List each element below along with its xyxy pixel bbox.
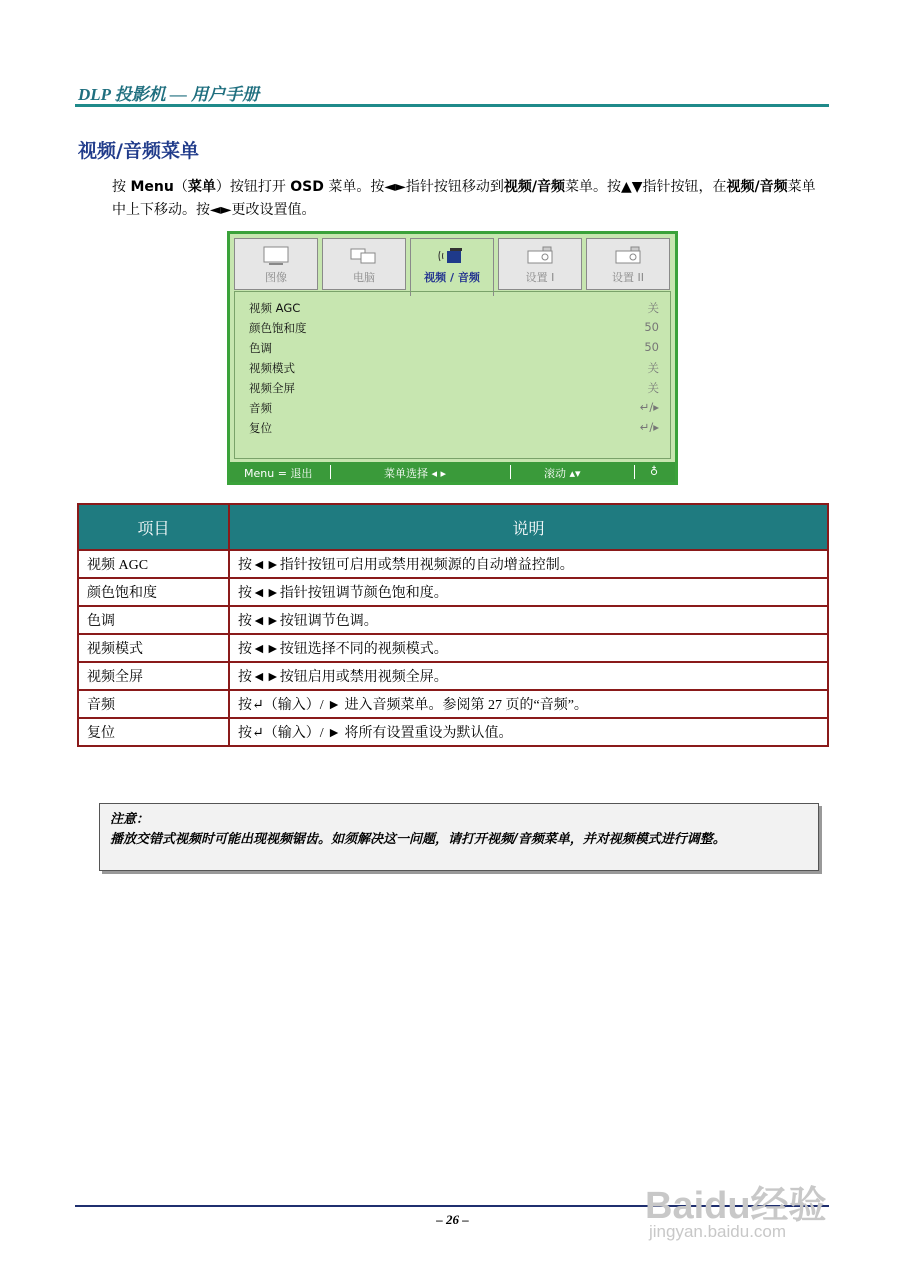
table-row: 复位 按↵（输入）/ ► 将所有设置重设为默认值。 <box>78 718 828 746</box>
baidu-watermark <box>645 1160 865 1260</box>
note-title: 注意： <box>110 812 150 827</box>
column-header-item: 项目 <box>78 504 229 550</box>
osd-row-tint[interactable]: 色调 50 <box>249 340 659 355</box>
osd-select-hint: 菜单选择 ◂ ▸ <box>384 467 447 480</box>
video-audio-icon <box>437 245 467 267</box>
table-row: 视频全屏 按◄►按钮启用或禁用视频全屏。 <box>78 662 828 690</box>
watermark-brand: Baidu经验 <box>645 1185 827 1227</box>
osd-scroll-hint: 滚动 ▴▾ <box>544 467 581 480</box>
lamp-icon: ♁ <box>650 465 659 478</box>
tab-setup-2[interactable]: 设置 II <box>586 238 670 290</box>
osd-row-saturation[interactable]: 颜色饱和度 50 <box>249 320 659 335</box>
osd-row-audio[interactable]: 音频 ↵/▸ <box>249 400 659 415</box>
osd-footer-separator <box>330 465 331 479</box>
table-row: 视频 AGC 按◄►指针按钮可启用或禁用视频源的自动增益控制。 <box>78 550 828 578</box>
tab-video-audio[interactable]: 视频 / 音频 <box>410 238 494 296</box>
section-title: 视频/音频菜单 <box>78 140 199 162</box>
setup-icon <box>613 245 643 267</box>
table-row: 色调 按◄►按钮调节色调。 <box>78 606 828 634</box>
osd-footer-separator <box>510 465 511 479</box>
picture-icon <box>261 245 291 267</box>
table-row: 视频模式 按◄►按钮选择不同的视频模式。 <box>78 634 828 662</box>
note-box <box>99 803 819 871</box>
page-number: – 26 – <box>436 1212 469 1227</box>
tab-computer[interactable]: 电脑 <box>322 238 406 290</box>
osd-menu-screenshot <box>227 231 678 485</box>
column-header-description: 说明 <box>229 504 828 550</box>
table-row: 音频 按↵（输入）/ ► 进入音频菜单。参阅第 27 页的“音频”。 <box>78 690 828 718</box>
table-header-row <box>78 504 828 550</box>
header-title: DLP 投影机 — 用户手册 <box>78 85 260 104</box>
osd-settings-panel <box>234 291 671 459</box>
header-divider <box>75 104 829 107</box>
osd-exit-hint: Menu = 退出 <box>244 467 313 480</box>
setup-icon <box>525 245 555 267</box>
tab-picture[interactable]: 图像 <box>234 238 318 290</box>
osd-row-video-fullscreen[interactable]: 视频全屏 关 <box>249 381 659 395</box>
tab-setup-1[interactable]: 设置 I <box>498 238 582 290</box>
osd-row-reset[interactable]: 复位 ↵/▸ <box>249 420 659 435</box>
osd-row-video-agc[interactable]: 视频 AGC 关 <box>249 301 659 315</box>
computer-icon <box>349 245 379 267</box>
table-row: 颜色饱和度 按◄►指针按钮调节颜色饱和度。 <box>78 578 828 606</box>
settings-description-table <box>77 503 829 747</box>
intro-paragraph: 按 Menu（菜单）按钮打开 OSD 菜单。按◄►指针按钮移动到视频/音频菜单。按▲▼指针按钮，在视频/音频菜单中上下移动。按◄►更改设置值。 <box>112 179 816 218</box>
osd-footer-bar <box>230 462 675 482</box>
watermark-url: jingyan.baidu.com <box>649 1222 787 1241</box>
note-text: 播放交错式视频时可能出现视频锯齿。如须解决这一问题，请打开视频/音频菜单，并对视频模式进行调整。 <box>110 832 726 847</box>
osd-row-video-mode[interactable]: 视频模式 关 <box>249 361 659 375</box>
osd-footer-separator <box>634 465 635 479</box>
